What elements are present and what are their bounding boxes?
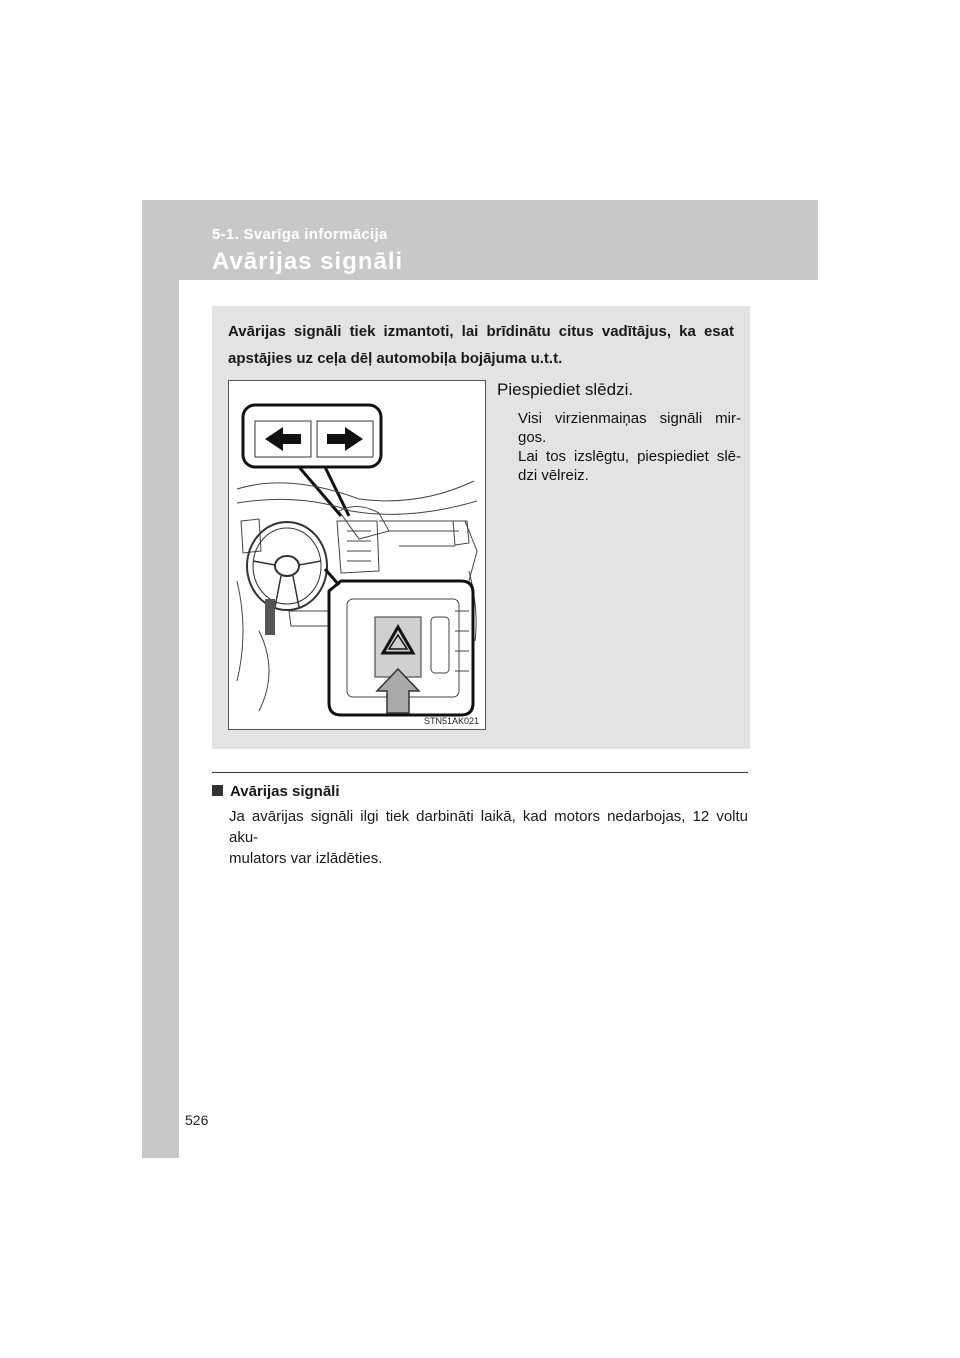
pedal: [265, 599, 275, 635]
side-margin-strip: [142, 200, 179, 1158]
step-line: Lai tos izslēgtu, piespiediet slē-: [518, 448, 741, 465]
note-line: Ja avārijas signāli ilgi tiek darbināti laikā, kad motors nedarbojas, 12 voltu aku-: [229, 808, 748, 846]
divider: [212, 772, 748, 773]
leader-line: [325, 569, 339, 585]
note-body: [229, 806, 748, 869]
step-description: [518, 409, 741, 485]
dashboard-drawing: [229, 381, 485, 729]
intro-text: [228, 318, 734, 372]
step-title: Piespiediet slēdzi.: [497, 380, 634, 399]
page-title: Avārijas signāli: [212, 248, 404, 275]
dashboard-illustration: [228, 380, 486, 730]
page-number: 526: [185, 1112, 209, 1128]
intro-line: Avārijas signāli tiek izmantoti, lai brīdinātu citus vadītājus, ka esat: [228, 323, 734, 340]
section-label: 5-1. Svarīga informācija: [212, 226, 388, 243]
step-line: Visi virzienmaiņas signāli mir-: [518, 410, 741, 427]
intro-line: apstājies uz ceļa dēļ automobiļa bojājuma u.t.t.: [228, 350, 563, 367]
step-line: dzi vēlreiz.: [518, 467, 589, 484]
note-heading-text: Avārijas signāli: [230, 783, 340, 800]
steering-wheel: [247, 522, 327, 610]
square-bullet-icon: [212, 785, 223, 796]
figure-code: STN51AK021: [423, 716, 479, 726]
note-line: mulators var izlādēties.: [229, 850, 383, 867]
step-line: gos.: [518, 429, 547, 446]
note-heading: [212, 783, 340, 800]
